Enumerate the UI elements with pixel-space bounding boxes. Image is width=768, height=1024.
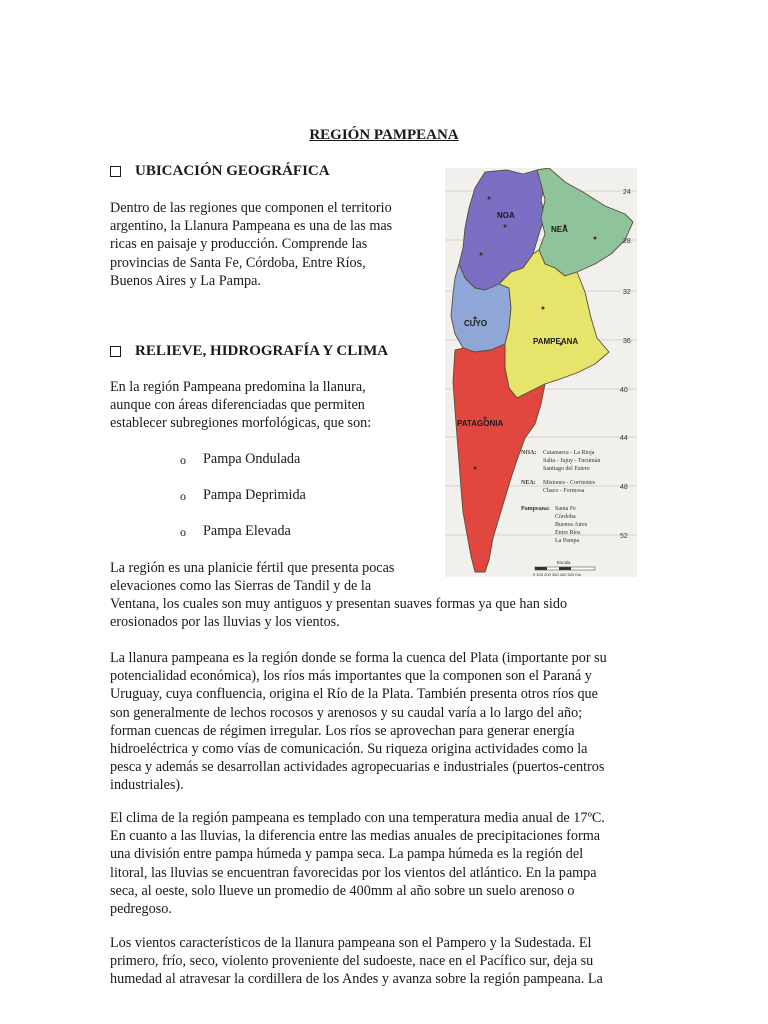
ubicacion-paragraph [110,199,422,290]
text-line: argentino, la Llanura Pampeana es una de las mas [110,218,393,235]
legend-key: NOA: [521,450,537,456]
latitude-label: 40 [620,387,628,394]
map-label-cuyo: CUYO [464,319,488,328]
legend-line: La Pampa [555,538,580,544]
latitude-label: 28 [623,238,631,245]
latitude-label: 44 [620,435,628,442]
relieve-paragraph-start [110,559,422,595]
text-line: pesca y además se desarrollan actividades agropecuarias e industriales (puertos-centros [110,759,605,776]
text-line: elevaciones como las Sierras de Tandil y de la [110,578,372,595]
text-line: litoral, las lluvias se encuentran favorecidas por los vientos del atlántico. En la pampa [110,864,597,881]
latitude-label: 32 [623,289,631,296]
map-label-pampeana: PAMPEANA [533,337,579,346]
legend-line: Chaco - Formosa [543,488,585,494]
list-item-text: Pampa Ondulada [203,451,301,467]
legend-line: Santiago del Estero [543,466,590,472]
legend-line: Santa Fe [555,506,576,512]
relieve-intro-paragraph [110,378,422,433]
text-line: humedad al atravesar la cordillera de los Andes y avanza sobre la región pampeana. La [110,971,603,988]
legend-line: Salta - Jujuy - Tucumán [543,458,601,464]
clima-paragraph [110,809,658,918]
latitude-label: 52 [620,533,628,540]
hidrografia-paragraph [110,649,658,795]
text-line: Los vientos característicos de la llanura pampeana son el Pampero y la Sudestada. El [110,935,592,951]
list-item [180,451,300,469]
list-item [180,487,306,505]
text-line: Uruguay, cuya confluencia, origina el Río de la Plata. También presenta otros ríos que [110,686,598,703]
map-label-patagonia: PATAGONIA [457,419,504,428]
bullet-mark: o [180,453,186,467]
bullet-mark: o [180,525,186,539]
latitude-label: 24 [623,189,631,196]
text-line: El clima de la región pampeana es templado con una temperatura media anual de 17ºC. [110,810,605,826]
section-heading-text: UBICACIÓN GEOGRÁFICA [135,163,330,179]
text-line: establecer subregiones morfológicas, que son: [110,415,372,432]
page-title: REGIÓN PAMPEANA [309,127,459,143]
latitude-label: 48 [620,484,628,491]
text-line: Ventana, los cuales son muy antiguos y presentan suaves formas ya que han sido [110,596,568,612]
text-line: son generalmente de lechos rocosos y arenosos y su caudal varía a lo largo del año; [110,704,583,721]
checkbox-bullet-icon [110,346,121,357]
text-line: aunque con áreas diferenciadas que permiten [110,397,365,414]
text-line: La región es una planicie fértil que presenta pocas [110,560,395,576]
text-line: forman cuencas de régimen irregular. Los ríos se aprovechan para generar energía [110,722,575,739]
legend-line: Córdoba [555,514,576,520]
list-item-text: Pampa Elevada [203,523,291,539]
map-label-nea: NEA [551,225,568,234]
text-line: En la región Pampeana predomina la llanura, [110,379,366,395]
scale-title: Escala [557,560,571,565]
text-line: industriales). [110,777,184,794]
section-heading-text: RELIEVE, HIDROGRAFÍA Y CLIMA [135,343,389,359]
legend-line: Misiones - Corrientes [543,480,595,486]
map-legend [521,450,600,544]
text-line: seca, al oeste, solo llueve un promedio de 400mm al año sobre un suelo arenoso o [110,882,575,899]
region-nea [537,168,633,276]
scale-ticks: 0 100 200 300 400 500 Km [533,572,582,577]
section-heading-relieve [110,343,388,360]
map-scale-bar [533,560,595,577]
legend-key: NEA: [521,480,536,486]
legend-line: Catamarca - La Rioja [543,450,595,456]
checkbox-bullet-icon [110,166,121,177]
text-line: potencialidad económica), los ríos más importantes que la componen son el Paraná y [110,668,592,685]
legend-line: Buenos Aires [555,522,588,528]
text-line: La llanura pampeana es la región donde se forma la cuenca del Plata (importante por su [110,650,607,666]
map-label-noa: NOA [497,211,515,220]
text-line: provincias de Santa Fe, Córdoba, Entre Ríos, [110,254,366,271]
bullet-mark: o [180,489,186,503]
text-line: Buenos Aires y La Pampa. [110,272,261,289]
text-line: ricas en paisaje y producción. Comprende las [110,236,368,253]
list-item [180,523,291,541]
argentina-regions-map [445,168,637,577]
text-line: pedregoso. [110,901,172,918]
list-item-text: Pampa Deprimida [203,487,306,503]
text-line: erosionados por las lluvias y los vientos. [110,614,340,631]
vientos-paragraph [110,934,658,989]
legend-line: Entre Ríos [555,530,581,536]
section-heading-ubicacion [110,163,330,180]
legend-key: Pampeana: [521,506,550,512]
text-line: una división entre pampa húmeda y pampa seca. La pampa húmeda es la región del [110,846,584,863]
region-pampeana [499,250,609,398]
text-line: hidroeléctrica y como vías de comunicación. Su riqueza origina actividades como la [110,741,588,758]
relieve-paragraph-end [110,595,658,631]
text-line: Dentro de las regiones que componen el territorio [110,200,392,216]
latitude-label: 36 [623,338,631,345]
text-line: primero, frío, seco, violento proveniente del sudoeste, nace en el Pacífico sur, deja su [110,953,594,970]
text-line: En cuanto a las lluvias, la diferencia entre las medias anuales de precipitaciones forma [110,828,601,845]
